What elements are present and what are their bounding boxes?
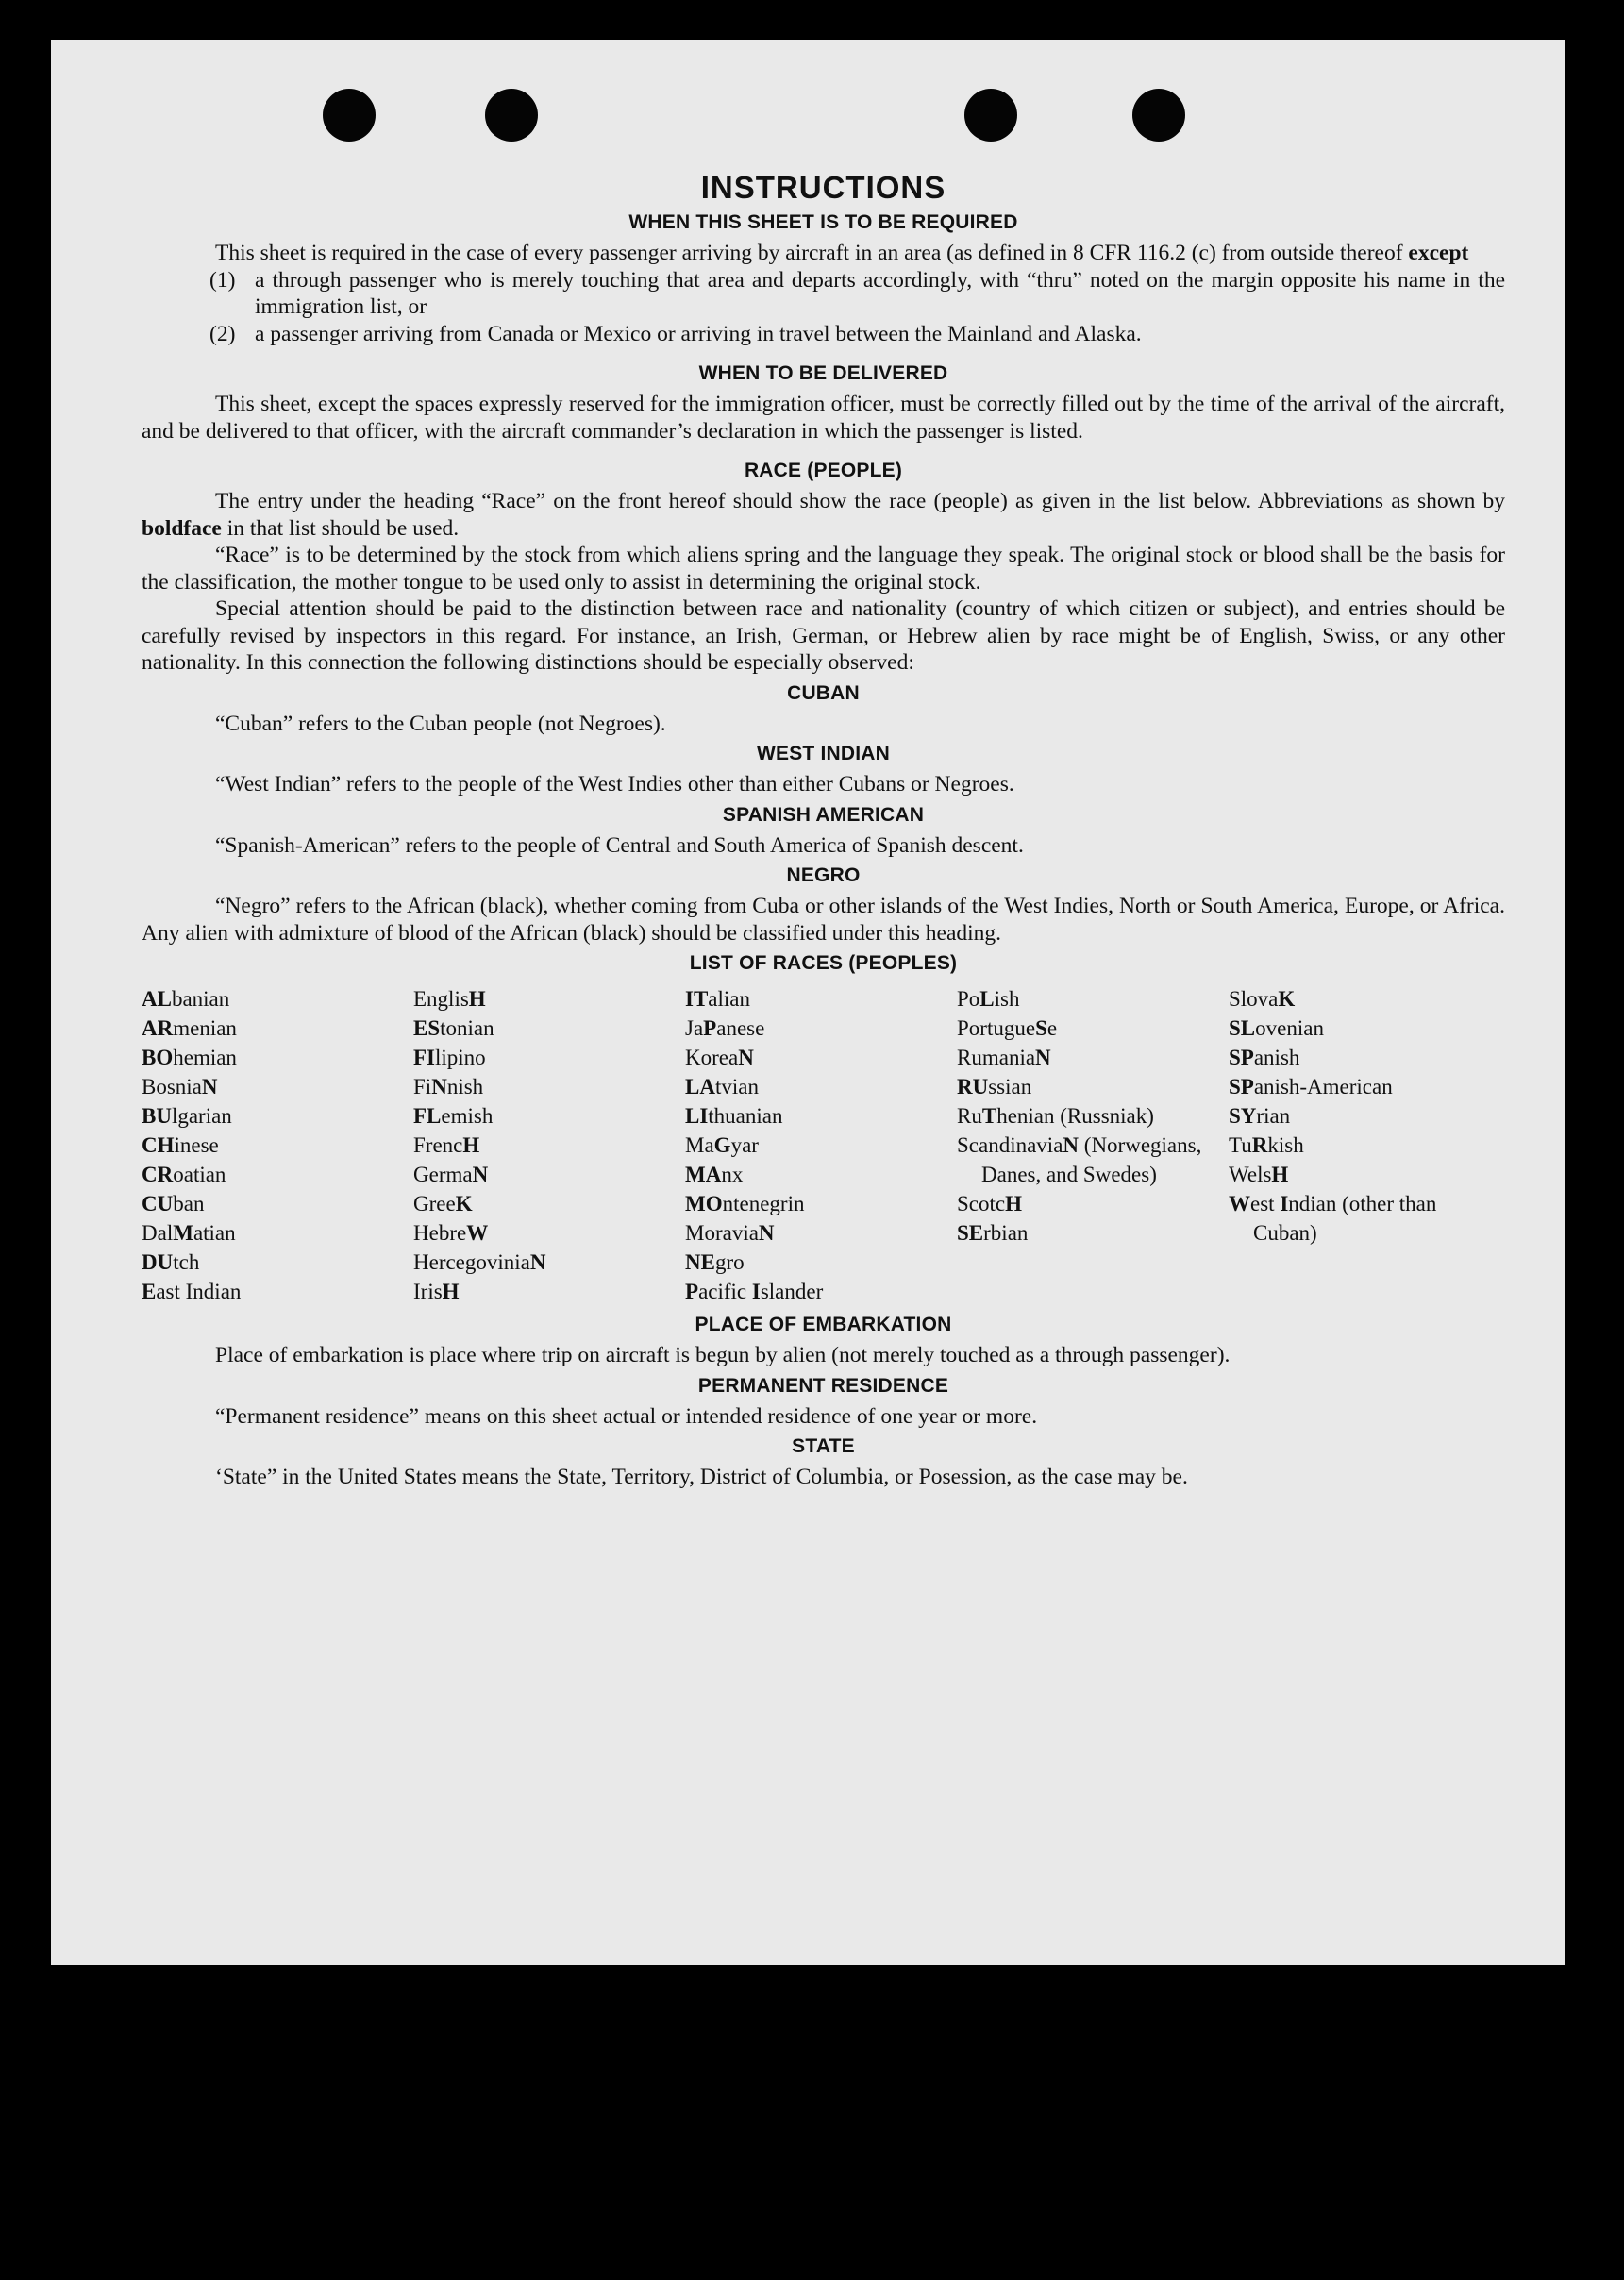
state-text: ‘State” in the United States means the State, Territory, District of Columbia, or Posession, as the case may be. <box>215 1465 1188 1489</box>
race-abbreviation: LI <box>685 1104 709 1128</box>
section-heading-race: RACE (PEOPLE) <box>744 460 903 481</box>
race-abbreviation: N <box>1035 1046 1051 1069</box>
race-entry <box>413 1218 685 1248</box>
race-text: kish <box>1267 1133 1304 1157</box>
race-entry <box>685 1014 957 1043</box>
race-text: atian <box>193 1221 236 1245</box>
race-text: est <box>1250 1192 1281 1215</box>
race-abbreviation: LA <box>685 1075 715 1098</box>
race-text: nish <box>446 1075 484 1098</box>
section-heading-delivered: WHEN TO BE DELIVERED <box>698 362 948 384</box>
race-p1-boldface: boldface <box>142 515 222 541</box>
race-entry <box>957 1043 1229 1072</box>
race-entry <box>142 1189 413 1218</box>
race-text: nx <box>721 1163 744 1186</box>
race-entry <box>957 1189 1229 1218</box>
race-entry <box>957 1218 1229 1248</box>
race-abbreviation: AL <box>142 987 172 1011</box>
races-column <box>1229 984 1483 1306</box>
race-entry <box>685 984 957 1014</box>
section-heading-west-indian: WEST INDIAN <box>756 743 891 764</box>
race-abbreviation: SL <box>1229 1016 1256 1040</box>
race-abbreviation: BU <box>142 1104 172 1128</box>
section-heading-cuban: CUBAN <box>787 681 860 704</box>
item-text: a passenger arriving from Canada or Mexico or arriving in travel between the Mainland and Alaska. <box>255 321 1142 346</box>
race-abbreviation: W <box>466 1221 489 1245</box>
race-text: Iris <box>413 1280 443 1303</box>
race-text: rbian <box>983 1221 1029 1245</box>
race-entry <box>1229 1043 1483 1072</box>
list-of-races-heading: LIST OF RACES (PEOPLES) <box>689 952 958 974</box>
section-heading-embarkation: PLACE OF EMBARKATION <box>695 1314 952 1335</box>
race-text: ish <box>994 987 1020 1011</box>
race-text: ast Indian <box>156 1280 242 1303</box>
required-item-2 <box>142 321 1505 348</box>
race-abbreviation: N <box>529 1250 546 1274</box>
race-text: emish <box>441 1104 494 1128</box>
race-text: Scotc <box>957 1192 1006 1215</box>
embarkation-text: Place of embarkation is place where trip on aircraft is begun by alien (not merely touched as a through passenger). <box>215 1343 1231 1367</box>
section-heading-spanish-american: SPANISH AMERICAN <box>722 803 925 826</box>
spanish-american-text: “Spanish-American” refers to the people of Central and South America of Spanish descent. <box>215 832 1024 858</box>
race-text: Gree <box>413 1192 456 1215</box>
required-intro-text: This sheet is required in the case of every passenger arriving by aircraft in an area (as defined in 8 CFR 116.2 (c) from outside thereof <box>215 241 1409 265</box>
race-abbreviation: R <box>1251 1133 1268 1157</box>
race-entry <box>413 984 685 1014</box>
race-entry <box>142 1014 413 1043</box>
race-abbreviation: SP <box>1229 1075 1254 1098</box>
race-text: Dal <box>142 1221 174 1245</box>
race-entry <box>957 1014 1229 1043</box>
race-paragraph-1 <box>142 488 1505 542</box>
race-text: Po <box>957 987 980 1011</box>
race-text: Ma <box>685 1133 714 1157</box>
race-text: lipino <box>435 1046 486 1069</box>
race-entry <box>1229 1131 1483 1160</box>
race-entry <box>685 1248 957 1277</box>
race-text: rian <box>1256 1104 1291 1128</box>
race-paragraph-2: “Race” is to be determined by the stock from which aliens spring and the language they speak. The original stock or blood shall be the basis for the classification, the mother tongue to be used only to assist in determining the original stock. <box>142 543 1505 595</box>
race-abbreviation: SY <box>1229 1104 1257 1128</box>
race-text: Germa <box>413 1163 473 1186</box>
race-abbreviation: CU <box>142 1192 174 1215</box>
race-text: (Norwegians, Danes, and Swedes) <box>981 1133 1202 1186</box>
race-text: Ja <box>685 1016 704 1040</box>
race-abbreviation: N <box>738 1046 754 1069</box>
race-abbreviation: NE <box>685 1250 715 1274</box>
race-entry <box>413 1043 685 1072</box>
race-entry <box>1229 1101 1483 1131</box>
race-entry <box>142 1101 413 1131</box>
races-column <box>142 984 413 1306</box>
race-entry <box>142 1160 413 1189</box>
race-abbreviation: P <box>685 1280 699 1303</box>
race-text: oatian <box>173 1163 226 1186</box>
required-intro <box>142 240 1505 267</box>
race-abbreviation: SP <box>1229 1046 1254 1069</box>
race-abbreviation: N <box>472 1163 489 1186</box>
delivered-text: This sheet, except the spaces expressly reserved for the immigration officer, must be correctly filled out by the time of the arrival of the aircraft, and be delivered to that officer, with the aircraft commander’s declaration in which the passenger is listed. <box>142 392 1505 444</box>
race-abbreviation: FI <box>413 1046 435 1069</box>
race-text: inese <box>174 1133 219 1157</box>
races-list <box>142 984 1505 1306</box>
race-entry <box>413 1014 685 1043</box>
race-entry <box>142 984 413 1014</box>
race-abbreviation: H <box>462 1133 480 1157</box>
race-entry <box>685 1043 957 1072</box>
race-abbreviation: K <box>455 1192 473 1215</box>
race-abbreviation: CR <box>142 1163 174 1186</box>
section-heading-required: WHEN THIS SHEET IS TO BE REQUIRED <box>628 211 1018 233</box>
race-entry <box>413 1189 685 1218</box>
section-heading-state: STATE <box>792 1435 855 1457</box>
race-abbreviation: N <box>758 1221 775 1245</box>
race-text: Ru <box>957 1104 982 1128</box>
race-abbreviation: G <box>713 1133 731 1157</box>
race-entry <box>413 1277 685 1306</box>
item-number: (1) <box>209 267 236 293</box>
race-abbreviation: I <box>1280 1192 1289 1215</box>
race-abbreviation: S <box>1035 1016 1047 1040</box>
race-entry <box>413 1131 685 1160</box>
section-heading-residence: PERMANENT RESIDENCE <box>697 1374 949 1397</box>
race-text: thuanian <box>708 1104 783 1128</box>
race-abbreviation: L <box>979 987 995 1011</box>
race-abbreviation: ES <box>413 1016 441 1040</box>
residence-text: “Permanent residence” means on this sheet actual or intended residence of one year or more. <box>215 1403 1038 1429</box>
race-abbreviation: H <box>1271 1163 1289 1186</box>
race-text: tch <box>173 1250 200 1274</box>
race-text: lgarian <box>171 1104 232 1128</box>
race-abbreviation: AR <box>142 1016 174 1040</box>
required-intro-except: except <box>1408 241 1469 265</box>
race-text: e <box>1046 1016 1058 1040</box>
race-text: yar <box>730 1133 759 1157</box>
race-text: Korea <box>685 1046 739 1069</box>
race-entry <box>413 1101 685 1131</box>
section-heading-negro: NEGRO <box>786 864 861 886</box>
race-entry <box>413 1248 685 1277</box>
punch-hole <box>323 89 376 142</box>
race-abbreviation: N <box>201 1075 218 1098</box>
race-abbreviation: N <box>431 1075 447 1098</box>
punch-hole <box>1132 89 1185 142</box>
race-abbreviation: IT <box>685 987 709 1011</box>
item-text: a through passenger who is merely touching that area and departs accordingly, with “thru” noted on the margin opposite his name in the immigration list, or <box>255 267 1505 319</box>
race-text: slander <box>760 1280 824 1303</box>
race-text: alian <box>708 987 750 1011</box>
race-entry <box>685 1160 957 1189</box>
race-abbreviation: P <box>703 1016 717 1040</box>
race-text: anese <box>716 1016 765 1040</box>
race-p1-text: The entry under the heading “Race” on the front hereof should show the race (people) as given in the list below. Abbreviations as shown by <box>215 489 1505 513</box>
race-entry <box>142 1218 413 1248</box>
race-text: Frenc <box>413 1133 463 1157</box>
required-item-1 <box>142 267 1505 321</box>
race-text: banian <box>171 987 230 1011</box>
race-entry <box>1229 1072 1483 1101</box>
race-entry <box>413 1160 685 1189</box>
race-text: menian <box>173 1016 237 1040</box>
race-entry <box>685 1189 957 1218</box>
race-abbreviation: DU <box>142 1250 174 1274</box>
race-entry <box>685 1218 957 1248</box>
race-text: tvian <box>714 1075 759 1098</box>
cuban-text: “Cuban” refers to the Cuban people (not Negroes). <box>215 711 666 736</box>
race-abbreviation: CH <box>142 1133 175 1157</box>
negro-text: “Negro” refers to the African (black), whether coming from Cuba or other islands of the West Indies, North or South America, Europe, or Africa. Any alien with admixture of blood of the African (black) should be classified under this heading. <box>142 894 1505 946</box>
race-entry <box>1229 1014 1483 1043</box>
race-text: Hercegovinia <box>413 1250 530 1274</box>
race-abbreviation: K <box>1278 987 1296 1011</box>
race-entry <box>142 1277 413 1306</box>
race-entry <box>1229 984 1483 1014</box>
race-text: ntenegrin <box>722 1192 805 1215</box>
race-abbreviation: W <box>1229 1192 1250 1215</box>
race-text: Slova <box>1229 987 1279 1011</box>
race-entry <box>413 1072 685 1101</box>
races-column <box>957 984 1229 1306</box>
race-text: ban <box>173 1192 205 1215</box>
race-abbreviation: SE <box>957 1221 984 1245</box>
race-abbreviation: BO <box>142 1046 174 1069</box>
race-text: Hebre <box>413 1221 467 1245</box>
race-text: Scandinavia <box>957 1133 1063 1157</box>
race-entry <box>1229 1189 1483 1248</box>
race-entry <box>685 1131 957 1160</box>
item-number: (2) <box>209 321 236 346</box>
race-entry <box>957 1072 1229 1101</box>
race-entry <box>685 1277 957 1306</box>
race-paragraph-3: Special attention should be paid to the distinction between race and nationality (country of which citizen or subject), and entries should be carefully revised by inspectors in this regard. For instance, an Irish, German, or Hebrew alien by race might be of English, Swiss, or any other nationality. In this connection the following distinctions should be especially observed: <box>142 596 1505 675</box>
race-text: Wels <box>1229 1163 1272 1186</box>
race-text: Bosnia <box>142 1075 202 1098</box>
race-abbreviation: MO <box>685 1192 723 1215</box>
races-column <box>685 984 957 1306</box>
document-page <box>51 40 1565 1965</box>
race-text: anish-American <box>1253 1075 1393 1098</box>
race-text: Englis <box>413 987 469 1011</box>
race-entry <box>1229 1160 1483 1189</box>
race-text: Tu <box>1229 1133 1252 1157</box>
race-text: Portugue <box>957 1016 1036 1040</box>
race-abbreviation: H <box>1005 1192 1022 1215</box>
race-text: Moravia <box>685 1221 759 1245</box>
punch-hole <box>485 89 538 142</box>
race-text: ovenian <box>1255 1016 1324 1040</box>
race-entry <box>685 1101 957 1131</box>
race-abbreviation: T <box>981 1104 997 1128</box>
race-text: ndian (other than Cuban) <box>1253 1192 1437 1245</box>
race-abbreviation: RU <box>957 1075 989 1098</box>
race-entry <box>142 1043 413 1072</box>
west-indian-text: “West Indian” refers to the people of the West Indies other than either Cubans or Negroes. <box>215 772 1014 796</box>
punch-hole <box>964 89 1017 142</box>
race-p1-text-end: in that list should be used. <box>221 515 460 541</box>
race-abbreviation: N <box>1063 1133 1080 1157</box>
race-entry <box>142 1072 413 1101</box>
page-title: INSTRUCTIONS <box>700 170 946 205</box>
race-entry <box>685 1072 957 1101</box>
race-abbreviation: I <box>751 1280 761 1303</box>
race-abbreviation: E <box>142 1280 157 1303</box>
race-text: Fi <box>413 1075 432 1098</box>
race-entry <box>142 1131 413 1160</box>
race-text: henian (Russniak) <box>996 1104 1154 1128</box>
race-abbreviation: H <box>468 987 486 1011</box>
race-text: tonian <box>440 1016 494 1040</box>
race-text: ssian <box>988 1075 1032 1098</box>
race-abbreviation: M <box>173 1221 193 1245</box>
race-entry <box>142 1248 413 1277</box>
race-abbreviation: MA <box>685 1163 722 1186</box>
race-text: acific <box>698 1280 752 1303</box>
races-column <box>413 984 685 1306</box>
race-entry <box>957 1131 1229 1189</box>
race-text: Rumania <box>957 1046 1036 1069</box>
race-abbreviation: H <box>442 1280 460 1303</box>
race-entry <box>957 984 1229 1014</box>
race-text: anish <box>1253 1046 1300 1069</box>
race-text: gro <box>714 1250 745 1274</box>
race-text: hemian <box>173 1046 237 1069</box>
race-entry <box>957 1101 1229 1131</box>
race-abbreviation: FL <box>413 1104 442 1128</box>
